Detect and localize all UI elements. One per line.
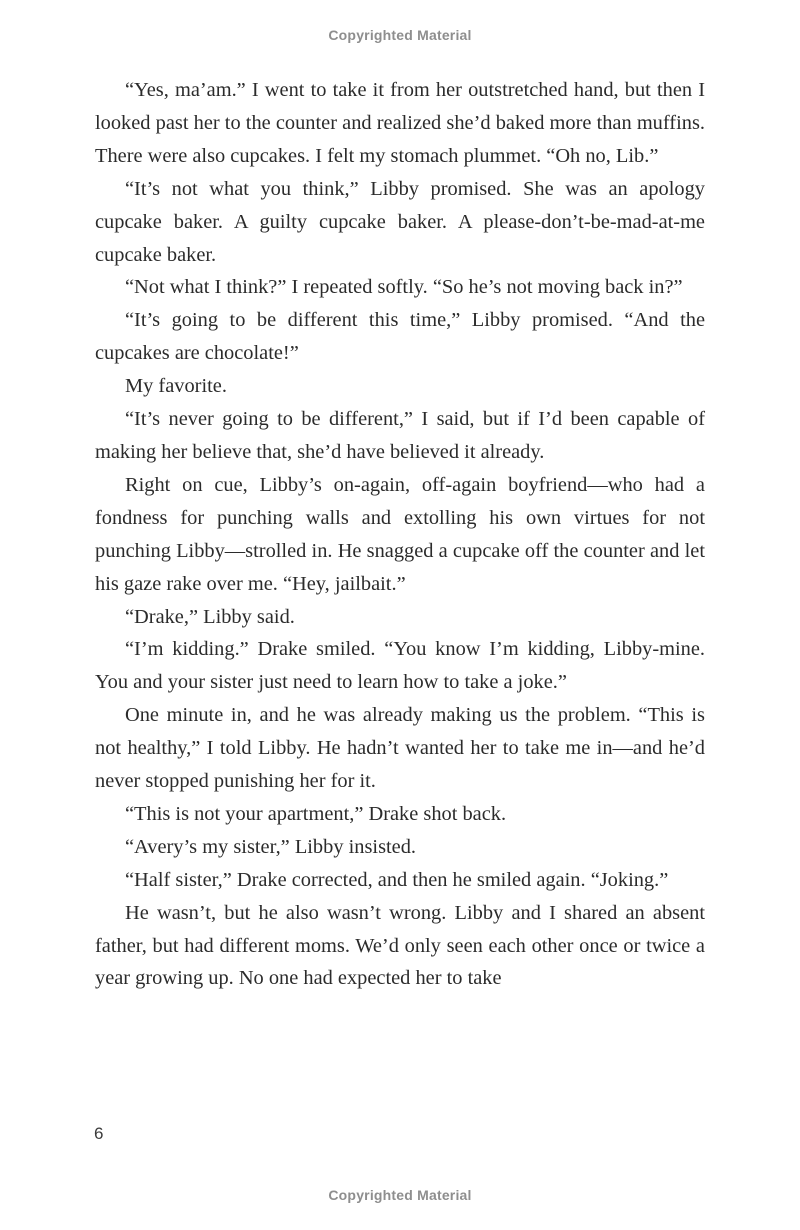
paragraph: Right on cue, Libby’s on-again, off-again boyfriend—who had a fondness for punching walls and extolling his own virtues for not punching Libby—strolled in. He snagged a cupcake off the counter and let his gaze rake over me. “Hey, jailbait.” — [95, 473, 705, 595]
book-page-text — [95, 74, 705, 995]
paragraph: “Half sister,” Drake corrected, and then he smiled again. “Joking.” — [125, 868, 669, 891]
paragraph: “I’m kidding.” Drake smiled. “You know I’m kidding, Libby-mine. You and your sister just need to learn how to take a joke.” — [95, 638, 705, 694]
paragraph: “It’s not what you think,” Libby promised. She was an apology cupcake baker. A guilty cupcake baker. A please-don’t-be-mad-at-me cupcake baker. — [95, 177, 705, 266]
paragraph: One minute in, and he was already making us the problem. “This is not healthy,” I told Libby. He hadn’t wanted her to take me in—and he’d never stopped punishing her for it. — [95, 704, 705, 793]
paragraph: “It’s going to be different this time,” Libby promised. “And the cupcakes are chocolate!” — [95, 309, 705, 365]
paragraph: “Yes, ma’am.” I went to take it from her outstretched hand, but then I looked past her to the counter and realized she’d baked more than muffins. There were also cupcakes. I felt my stomach plummet. “Oh no, Lib.” — [95, 79, 705, 167]
paragraph: “Not what I think?” I repeated softly. “So he’s not moving back in?” — [125, 276, 683, 299]
paragraph: “Avery’s my sister,” Libby insisted. — [125, 835, 417, 858]
copyright-watermark-bottom: Copyrighted Material — [328, 1187, 472, 1203]
paragraph: He wasn’t, but he also wasn’t wrong. Libby and I shared an absent father, but had different moms. We’d only seen each other once or twice a year growing up. No one had expected her to take — [95, 901, 705, 990]
paragraph: My favorite. — [125, 375, 227, 398]
paragraph: “It’s never going to be different,” I said, but if I’d been capable of making her believe that, she’d have believed it already. — [95, 408, 705, 463]
page-number: 6 — [94, 1124, 104, 1143]
copyright-watermark-top: Copyrighted Material — [328, 27, 472, 43]
paragraph: “Drake,” Libby said. — [125, 605, 295, 628]
paragraph: “This is not your apartment,” Drake shot back. — [125, 802, 507, 825]
